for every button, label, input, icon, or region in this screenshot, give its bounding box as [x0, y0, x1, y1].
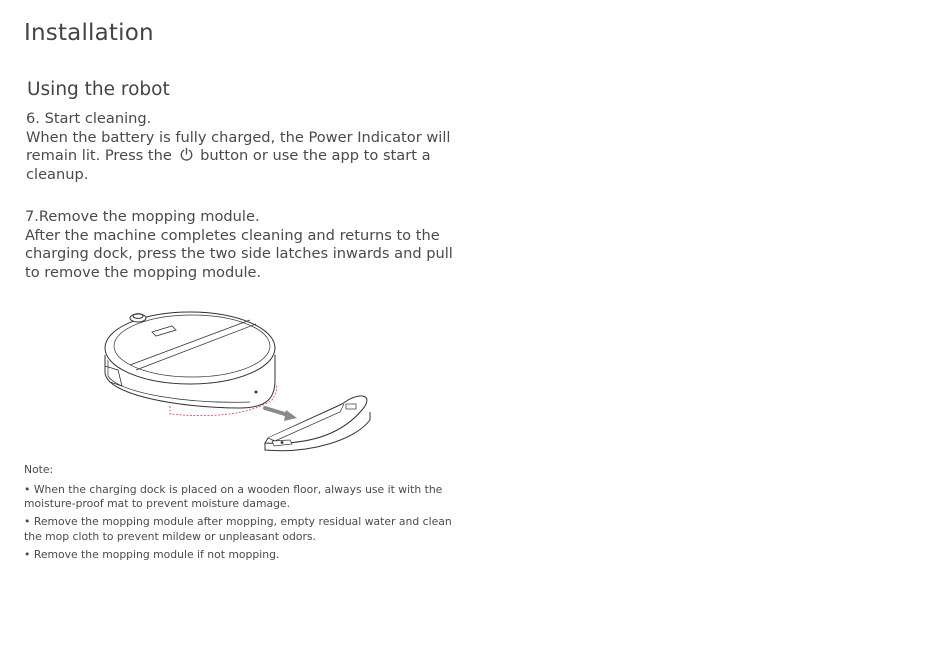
- step-6-text-after: button or use the app to start a cleanup.: [26, 147, 431, 183]
- step-6-text: [26, 129, 456, 185]
- step-7-heading: 7.Remove the mopping module.: [25, 208, 260, 225]
- notes-section: [24, 463, 454, 566]
- page-title: Installation: [24, 20, 154, 46]
- power-icon: [179, 147, 194, 162]
- step-6-heading: 6. Start cleaning.: [26, 110, 152, 127]
- robot-vacuum: [105, 312, 275, 408]
- pull-arrow-icon: [265, 408, 297, 421]
- note-item-text: Remove the mopping module if not mopping.: [33, 547, 280, 561]
- note-item: • When the charging dock is placed on a wooden floor, always use it with the moisture-proof mat to prevent moisture damage.: [24, 482, 443, 510]
- section-title: Using the robot: [27, 79, 170, 100]
- step-6: [26, 110, 456, 184]
- note-label: Note:: [24, 463, 54, 476]
- robot-mopping-module-illustration: [100, 300, 380, 460]
- note-item-text: When the charging dock is placed on a wooden floor, always use it with the moisture-proof mat to prevent moisture damage.: [24, 482, 443, 510]
- note-item: • Remove the mopping module if not mopping.: [24, 547, 280, 561]
- mopping-module: [265, 396, 370, 451]
- step-7-text: After the machine completes cleaning and returns to the charging dock, press the two side latches inwards and pull to remove the mopping module.: [25, 226, 453, 281]
- note-item: • Remove the mopping module after mopping, empty residual water and clean the mop cloth to prevent mildew or unpleasant odors.: [24, 515, 452, 543]
- step-6-text-before: When the battery is fully charged, the Power Indicator will remain lit. Press the: [26, 128, 451, 164]
- note-item-text: Remove the mopping module after mopping, empty residual water and clean the mop cloth to prevent mildew or unpleasant odors.: [24, 515, 452, 543]
- step-7: [25, 208, 455, 282]
